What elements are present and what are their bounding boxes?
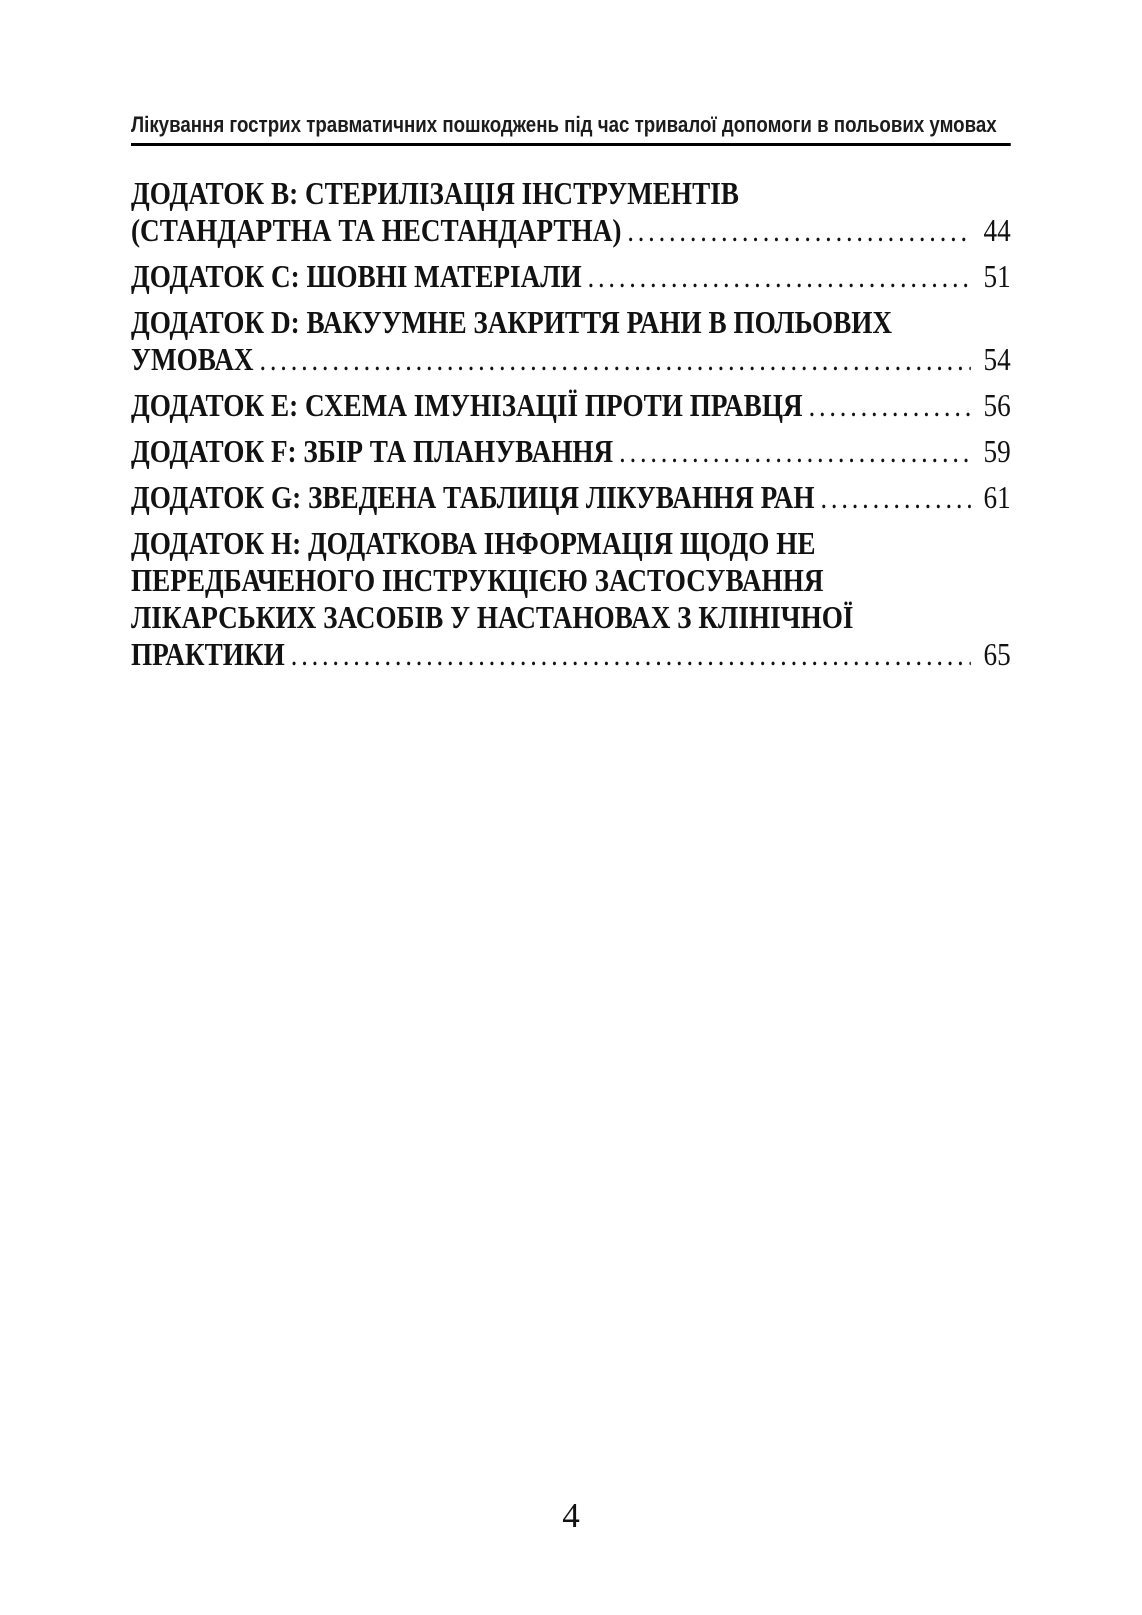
toc-entry-line: ПЕРЕДБАЧЕНОГО ІНСТРУКЦІЄЮ ЗАСТОСУВАННЯ [131,562,824,598]
toc-entry-title: ДОДАТОК G: ЗВЕДЕНА ТАБЛИЦЯ ЛІКУВАННЯ РАН [131,479,815,515]
dot-leader [259,341,970,378]
toc-entry-title: ДОДАТОК C: ШОВНІ МАТЕРІАЛИ [131,258,582,294]
toc-entry-page-number: 44 [983,212,1011,248]
toc-entry[interactable] [131,387,1011,424]
running-header-text: Лікування гострих травматичних пошкоджень під час тривалої допомоги в польових умовах [131,112,997,137]
toc-entry-last-line [131,341,1011,378]
toc-entry-title: ДОДАТОК E: СХЕМА ІМУНІЗАЦІЇ ПРОТИ ПРАВЦЯ [131,387,803,423]
toc-entry[interactable] [131,525,1011,673]
toc-entry-last-line [131,258,1011,295]
toc-entry-last-line [131,212,1011,249]
toc-entry-line: ДОДАТОК B: СТЕРИЛІЗАЦІЯ ІНСТРУМЕНТІВ [131,175,739,211]
toc-entry[interactable] [131,175,1011,249]
toc-entry-last-line [131,636,1011,673]
toc-entry-last-line [131,479,1011,516]
toc-entry-line: ДОДАТОК D: ВАКУУМНЕ ЗАКРИТТЯ РАНИ В ПОЛЬОВИХ [131,304,893,340]
toc-entry-page-number: 56 [983,387,1011,423]
dot-leader [291,636,971,673]
toc-entry-page-number: 54 [983,341,1011,377]
toc-entry-title: УМОВАХ [131,341,254,377]
toc-entry-last-line [131,433,1011,470]
toc-entry[interactable] [131,433,1011,470]
toc-entry-page-number: 61 [983,479,1011,515]
running-header [131,0,1011,146]
dot-leader [821,479,971,516]
dot-leader [588,258,971,295]
toc-entry[interactable] [131,258,1011,295]
toc-entry-line: ЛІКАРСЬКИХ ЗАСОБІВ У НАСТАНОВАХ З КЛІНІЧНОЇ [131,599,854,635]
page-number: 4 [562,1496,580,1535]
toc-entry-title: ПРАКТИКИ [131,636,285,672]
dot-leader [627,212,970,249]
toc-entry-page-number: 59 [983,433,1011,469]
toc-list [131,175,1011,673]
page-content [131,0,1011,682]
toc-entry-page-number: 65 [983,636,1011,672]
toc-entry-line: ДОДАТОК H: ДОДАТКОВА ІНФОРМАЦІЯ ЩОДО НЕ [131,525,816,561]
dot-leader [809,387,971,424]
toc-entry-last-line [131,387,1011,424]
toc-entry[interactable] [131,479,1011,516]
toc-entry[interactable] [131,304,1011,378]
toc-entry-title: (СТАНДАРТНА ТА НЕСТАНДАРТНА) [131,212,622,248]
dot-leader [619,433,971,470]
toc-entry-title: ДОДАТОК F: ЗБІР ТА ПЛАНУВАННЯ [131,433,614,469]
toc-entry-page-number: 51 [983,258,1011,294]
